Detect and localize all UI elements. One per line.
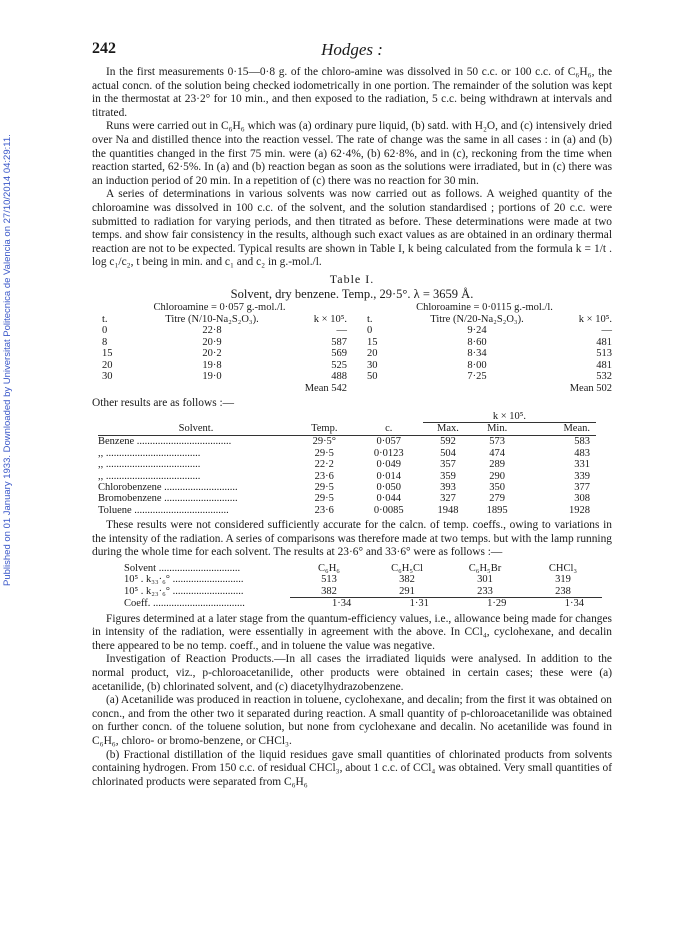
table-row	[124, 597, 602, 609]
column-header: k × 10⁵.	[313, 313, 347, 325]
table-row: 10⁵ . k₂₃·₆° ........................... 382 291 233 238	[124, 585, 571, 597]
table-row: 15 20·2 569	[102, 348, 347, 360]
paragraph: In the first measurements 0·15—0·8 g. of the chloro-amine was dissolved in 50 c.c. or 100 c.c. of C₆H₆, the actual concn. of the solution being checked iodometrically in one portion. The remainder of the solution was kept in the thermostat at 23·2° for 10 min., and then exposed to the radiation, 5 c.c. being withdrawn at intervals and titrated.	[92, 66, 612, 119]
group-header: k × 10⁵.	[423, 411, 596, 423]
paragraph: A series of determinations in various solvents was now carried out as follows. A weighed quantity of the chloroamine was dissolved in 100 c.c. of the solvent, and the solution standardised ; portions of 20 c.c. were submitted to radiation for varying periods, and then titrated as before. These determinations were made at two temps. and show fair consistency in the results, although such exact values as are obtained in an ordinary thermal reaction are not to be expected. Typical results are shown in Table I, k being calculated from the formula k = 1/t . log c₁/c₂, t being in min. and c₁ and c₂ in g.-mol./l.	[92, 188, 612, 269]
paragraph: These results were not considered sufficiently accurate for the calcn. of temp. coeffs., owing to variations in the intensity of the radiation. A series of comparisons was therefore made at two temps. but with the lamp running during the whole time for each solvent. The results at 23·6° and 33·6° were as follows :—	[92, 519, 612, 559]
table-1-right	[357, 302, 612, 395]
concentration-label: Chloroamine = 0·0115 g.-mol./l.	[416, 301, 553, 313]
column-header: Titre (N/10-Na₂S₂O₃).	[165, 313, 259, 325]
table-caption: Table I.	[329, 271, 375, 286]
column-header: t.	[102, 313, 108, 325]
table-row: Bromobenzene ............................ 29·5 0·044 327 279 308	[98, 493, 590, 505]
column-header: Solvent.	[98, 422, 294, 435]
table-header-row	[98, 422, 596, 435]
mean-value: Mean 502	[569, 382, 612, 394]
table-row: 30 8·00 481	[367, 359, 612, 371]
page-header	[92, 40, 612, 62]
table-row: 50 7·25 532	[367, 371, 612, 383]
body-bottom	[92, 613, 612, 790]
paragraph: Other results are as follows :—	[92, 396, 235, 409]
paragraph: (b) Fractional distillation of the liquid residues gave small quantities of chlorinated products from solvents containing hydrogen. From 150 c.c. of residual CHCl₃, about 1 c.c. of CCl₄ was obtained. Very small quantities of chlorinated products were separated from C₆H₆	[92, 748, 612, 788]
table-3	[124, 563, 602, 610]
table-row: 15 8·60 481	[367, 336, 612, 348]
table-subtitle: Solvent, dry benzene. Temp., 29·5°. λ = 3659 Å.	[230, 286, 474, 301]
row-label: Solvent ...............................	[124, 562, 241, 574]
running-title: Hodges :	[321, 40, 383, 59]
table-row: 10⁵ . k₃₃·₆° ........................... 513 382 301 319	[124, 574, 571, 586]
column-header: Min.	[473, 422, 521, 435]
column-header: C₆H₅Br	[468, 562, 502, 574]
paragraph: Runs were carried out in C₆H₆ which was (a) ordinary pure liquid, (b) satd. with H₂O, and (c) intensively dried over Na and distilled thence into the reaction vessel. The rate of change was the same in all cases : in (a) and (b) the quantities changed in the first 75 min. were (a) 62·4%, (b) 62·8%, and in (c), reckoning from the time when reaction started, 62·5%. In (a) and (b) reaction began as soon as the solutions were irradiated, but in (c) there was an induction period of 20 min. In a repetition of (c) there was no reaction for 30 min.	[92, 120, 612, 187]
body-top	[92, 66, 612, 270]
coeff-value: 1·34	[332, 598, 352, 610]
column-header: k × 10⁵.	[578, 313, 612, 325]
column-header: Max.	[423, 422, 473, 435]
table-row: 8 20·9 587	[102, 336, 347, 348]
table-header-row	[92, 314, 347, 326]
table-row: 20 19·8 525	[102, 359, 347, 371]
table-row: Chlorobenzene ............................ 29·5 0·050 393 350 377	[98, 481, 590, 493]
mean-value: Mean 542	[304, 382, 347, 394]
column-header: Mean.	[521, 422, 596, 435]
group-header-row	[98, 411, 596, 423]
table-row: ,, .................................... 23·6 0·014 359 290 339	[98, 470, 590, 482]
column-header: c.	[355, 422, 423, 435]
table-row: Toluene .................................... 23·6 0·0085 1948 1895 1928	[98, 504, 590, 516]
page-number: 242	[92, 40, 116, 57]
table-header-row	[124, 563, 602, 574]
table-2	[98, 411, 596, 517]
column-header: C₆H₅Cl	[391, 562, 423, 574]
column-header: Temp.	[294, 422, 355, 435]
table-row: 20 8·34 513	[367, 348, 612, 360]
coeff-value: 1·31	[409, 598, 429, 610]
paragraph: (a) Acetanilide was produced in reaction in toluene, cyclohexane, and decalin; from the first it was obtained on concn., and from the other two it separated during reaction. A small quantity of p-chloroacetanilide was obtained on further concn. of the toluene solution, but none from cyclohexane and decalin. No acetanilide was found in C₆H₆, chloro- or bromo-benzene, or CHCl₃.	[92, 694, 612, 747]
column-header: Titre (N/20-Na₂S₂O₃).	[430, 313, 524, 325]
table-1-left	[92, 302, 347, 395]
row-label: Coeff. ...................................	[124, 597, 245, 609]
table-row: 0 9·24 —	[367, 325, 612, 337]
table-header-row	[357, 314, 612, 326]
table-row: Benzene .................................... 29·5° 0·057 592 573 583	[98, 436, 590, 448]
table-1	[92, 302, 612, 395]
table-row: 0 22·8 —	[102, 325, 347, 337]
download-watermark: Published on 01 January 1933. Downloaded by Universitat Politecnica de Valencia on 27/10/2014 04:29:11.	[2, 134, 13, 586]
coeff-value: 1·34	[564, 598, 584, 610]
column-header: CHCl₃	[548, 562, 578, 574]
concentration-label: Chloroamine = 0·057 g.-mol./l.	[153, 301, 286, 313]
table-row: 30 19·0 488	[102, 371, 347, 383]
table-row: ,, .................................... 22·2 0·049 357 289 331	[98, 459, 590, 471]
paragraph: Investigation of Reaction Products.—In all cases the irradiated liquids were analysed. In addition to the normal product, viz., p-chloroacetanilide, other products were obtained in certain cases; these were (a) acetanilide, (b) chlorinated solvent, and (c) diacetylhydrazobenzene.	[92, 653, 612, 693]
column-header: C₆H₆	[318, 562, 340, 574]
table-row: ,, .................................... 29·5 0·0123 504 474 483	[98, 447, 590, 459]
coeff-value: 1·29	[487, 598, 507, 610]
page	[92, 40, 612, 789]
column-header: t.	[367, 313, 373, 325]
paragraph: Figures determined at a later stage from the quantum-efficiency values, i.e., allowance being made for changes in intensity of the radiation, were essentially in agreement with the above. In CCl₄, cyclohexane, and decalin there appeared to be no temp. coeff., and in toluene the value was negative.	[92, 612, 612, 652]
